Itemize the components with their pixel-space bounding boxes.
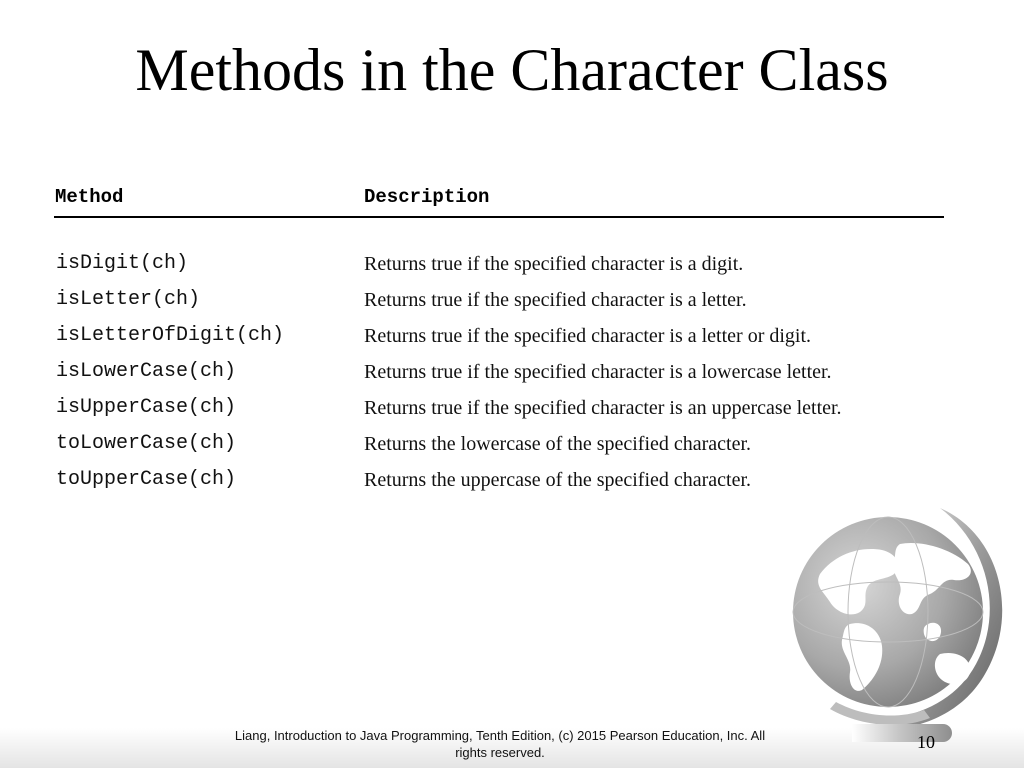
method-name: isLetter(ch) [56, 288, 201, 311]
table-row [0, 250, 1024, 286]
footer-line-1: Liang, Introduction to Java Programming, Tenth Edition, (c) 2015 Pearson Education, Inc. All [234, 728, 766, 743]
copyright-footer [200, 727, 800, 761]
method-description: Returns the lowercase of the specified character. [364, 433, 752, 455]
method-name: toLowerCase(ch) [56, 432, 237, 455]
table-row [0, 358, 1024, 394]
method-description: Returns the uppercase of the specified character. [364, 469, 752, 491]
table-row [0, 394, 1024, 430]
globe-icon [790, 504, 1010, 734]
table-row [0, 466, 1024, 502]
method-description: Returns true if the specified character is a letter or digit. [364, 325, 812, 347]
method-description: Returns true if the specified character is a lowercase letter. [364, 361, 832, 383]
method-name: isLowerCase(ch) [56, 360, 237, 383]
method-name: isDigit(ch) [56, 252, 189, 275]
table-row [0, 322, 1024, 358]
footer-line-2: rights reserved. [455, 745, 545, 760]
method-name: isUpperCase(ch) [56, 396, 237, 419]
method-description: Returns true if the specified character is a digit. [364, 253, 744, 275]
description-column-header: Description [364, 186, 490, 208]
header-divider [54, 216, 944, 218]
method-description: Returns true if the specified character is an uppercase letter. [364, 397, 842, 419]
table-row [0, 430, 1024, 466]
slide-title: Methods in the Character Class [135, 37, 889, 103]
table-row [0, 286, 1024, 322]
method-name: isLetterOfDigit(ch) [56, 324, 285, 347]
page-number: 10 [917, 732, 935, 752]
method-description: Returns true if the specified character is a letter. [364, 289, 747, 311]
method-name: toUpperCase(ch) [56, 468, 237, 491]
method-column-header: Method [55, 186, 124, 208]
methods-table [0, 250, 1024, 502]
